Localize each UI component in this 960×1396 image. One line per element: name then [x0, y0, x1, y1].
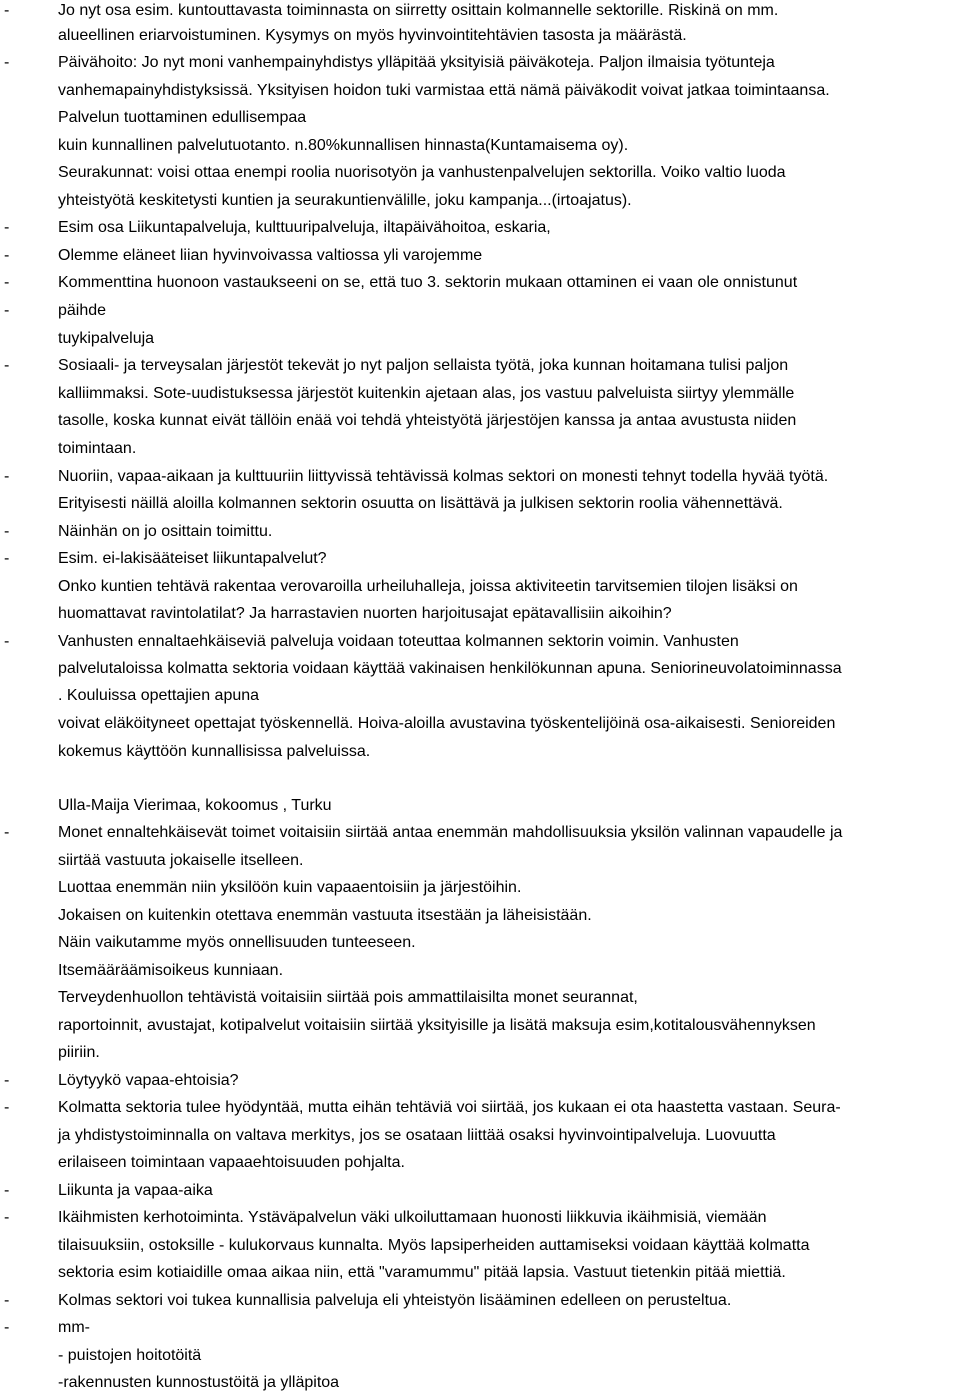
line-text: mm-: [58, 1319, 90, 1336]
list-dash: -: [4, 1099, 10, 1116]
list-dash: -: [4, 633, 10, 650]
line-text: kokemus käyttöön kunnallisissa palveluissa.: [58, 743, 371, 760]
line-text: palvelutaloissa kolmatta sektoria voidaan käyttää vakinaisen henkilökunnan apuna. Seniorineuvolatoiminnassa: [58, 660, 842, 677]
list-dash: -: [4, 1182, 10, 1199]
line-text: Jokaisen on kuitenkin otettava enemmän vastuuta itsestään ja läheisistään.: [58, 907, 592, 924]
list-dash: -: [4, 550, 10, 567]
list-dash: -: [4, 2, 10, 19]
list-dash: -: [4, 824, 10, 841]
line-text: tasolle, koska kunnat eivät tällöin enää voi tehdä yhteistyötä järjestöjen kanssa ja antaa avustusta niiden: [58, 412, 797, 429]
line-text: vanhemapainyhdistyksissä. Yksityisen hoidon tuki varmistaa että nämä päiväkodit voivat jatkaa toimintaansa.: [58, 82, 830, 99]
line-text: Näin vaikutamme myös onnellisuuden tunteeseen.: [58, 934, 416, 951]
line-text: Luottaa enemmän niin yksilöön kuin vapaaentoisiin ja järjestöihin.: [58, 879, 522, 896]
list-dash: -: [4, 247, 10, 264]
line-text: Nuoriin, vapaa-aikaan ja kulttuuriin liittyvissä tehtävissä kolmas sektori on monesti tehnyt todella hyvää työtä.: [58, 468, 829, 485]
line-text: päihde: [58, 302, 107, 319]
line-text: tuykipalveluja: [58, 330, 155, 347]
line-text: toimintaan.: [58, 440, 137, 457]
list-dash: -: [4, 274, 10, 291]
list-dash: -: [4, 1292, 10, 1309]
line-text: Esim. ei-lakisääteiset liikuntapalvelut?: [58, 550, 327, 567]
list-dash: -: [4, 1072, 10, 1089]
line-text: kalliimmaksi. Sote-uudistuksessa järjestöt kuitenkin ajetaan alas, jos vastuu palveluista siirtyy ylemmälle: [58, 385, 795, 402]
line-text: huomattavat ravintolatilat? Ja harrastavien nuorten harjoitusajat epätavallisiin aikoihin?: [58, 605, 672, 622]
line-text: erilaiseen toimintaan vapaaehtoisuuden pohjalta.: [58, 1154, 405, 1171]
line-text: yhteistyötä keskitetysti kuntien ja seurakuntienvälille, joku kampanja...(irtoajatus).: [58, 192, 632, 209]
line-text: Sosiaali- ja terveysalan järjestöt tekevät jo nyt paljon sellaista työtä, joka kunnan hoitamana tulisi paljon: [58, 357, 789, 374]
line-text: Päivähoito: Jo nyt moni vanhempainyhdistys ylläpitää yksityisiä päiväkoteja. Paljon ilmaisia työtunteja: [58, 54, 775, 71]
line-text: sektoria esim kotiaidille omaa aikaa niin, että "varamummu" pitää lapsia. Vastuut tietenkin pitää miettiä.: [58, 1264, 786, 1281]
line-text: Kolmatta sektoria tulee hyödyntää, mutta eihän tehtäviä voi siirtää, jos kukaan ei ota haastetta vastaan. Seura-: [58, 1099, 841, 1116]
list-dash: -: [4, 468, 10, 485]
line-text: Seurakunnat: voisi ottaa enempi roolia nuorisotyön ja vanhustenpalvelujen sektorilla. Voiko valtio luoda: [58, 164, 786, 181]
line-text: Näinhän on jo osittain toimittu.: [58, 523, 273, 540]
line-text: Onko kuntien tehtävä rakentaa verovaroilla urheiluhalleja, joissa aktiviteetin tarvitsemien tilojen lisäksi on: [58, 578, 798, 595]
line-text: siirtää vastuuta jokaiselle itselleen.: [58, 852, 304, 869]
line-text: Palvelun tuottaminen edullisempaa: [58, 109, 307, 126]
line-text: kuin kunnallinen palvelutuotanto. n.80%kunnallisen hinnasta(Kuntamaisema oy).: [58, 137, 629, 154]
list-dash: -: [4, 523, 10, 540]
line-text: ja yhdistystoiminnalla on valtava merkitys, jos se osataan liittää osaksi hyvinvointipalveluja. Luovuutta: [58, 1127, 776, 1144]
line-text: raportoinnit, avustajat, kotipalvelut voitaisiin siirtää yksityisille ja lisätä maksuja esim,kotitalousvähennyksen: [58, 1017, 816, 1034]
line-text: Jo nyt osa esim. kuntouttavasta toiminnasta on siirretty osittain kolmannelle sektorille. Riskinä on mm.: [58, 2, 779, 19]
list-dash: -: [4, 54, 10, 71]
line-text: - puistojen hoitotöitä: [58, 1347, 202, 1364]
line-text: Erityisesti näillä aloilla kolmannen sektorin osuutta on lisättävä ja julkisen sektorin roolia vähennettävä.: [58, 495, 783, 512]
line-text: Kommenttina huonoon vastaukseeni on se, että tuo 3. sektorin mukaan ottaminen ei vaan ole onnistunut: [58, 274, 798, 291]
line-text: Ulla-Maija Vierimaa, kokoomus , Turku: [58, 797, 332, 814]
line-text: Liikunta ja vapaa-aika: [58, 1182, 213, 1199]
line-text: Monet ennaltehkäisevät toimet voitaisiin siirtää antaa enemmän mahdollisuuksia yksilön valinnan vapaudelle ja: [58, 824, 843, 841]
line-text: Terveydenhuollon tehtävistä voitaisiin siirtää pois ammattilaisilta monet seurannat,: [58, 989, 638, 1006]
line-text: Esim osa Liikuntapalveluja, kulttuuripalveluja, iltapäivähoitoa, eskaria,: [58, 219, 551, 236]
line-text: piiriin.: [58, 1044, 100, 1061]
list-dash: -: [4, 1209, 10, 1226]
line-text: Ikäihmisten kerhotoiminta. Ystäväpalvelun väki ulkoiluttamaan huonosti liikkuvia ikäihmisiä, viemään: [58, 1209, 767, 1226]
line-text: tilaisuuksiin, ostoksille - kulukorvaus kunnalta. Myös lapsiperheiden auttamiseksi voidaan käyttää kolmatta: [58, 1237, 810, 1254]
list-dash: -: [4, 219, 10, 236]
line-text: Itsemääräämisoikeus kunniaan.: [58, 962, 284, 979]
list-dash: -: [4, 302, 10, 319]
line-text: alueellinen eriarvoistuminen. Kysymys on myös hyvinvointitehtävien tasosta ja määrästä.: [58, 27, 687, 44]
list-dash: -: [4, 357, 10, 374]
line-text: Kolmas sektori voi tukea kunnallisia palveluja eli yhteistyön lisääminen edelleen on perusteltua.: [58, 1292, 732, 1309]
list-dash: -: [4, 1319, 10, 1336]
line-text: voivat eläköityneet opettajat työskennellä. Hoiva-aloilla avustavina työskentelijöinä osa-aikaisesti. Senioreiden: [58, 715, 836, 732]
line-text: -rakennusten kunnostustöitä ja ylläpitoa: [58, 1374, 340, 1391]
line-text: . Kouluissa opettajien apuna: [58, 687, 260, 704]
line-text: Löytyykö vapaa-ehtoisia?: [58, 1072, 239, 1089]
line-text: Olemme eläneet liian hyvinvoivassa valtiossa yli varojemme: [58, 247, 483, 264]
line-text: Vanhusten ennaltaehkäiseviä palveluja voidaan toteuttaa kolmannen sektorin voimin. Vanhusten: [58, 633, 739, 650]
